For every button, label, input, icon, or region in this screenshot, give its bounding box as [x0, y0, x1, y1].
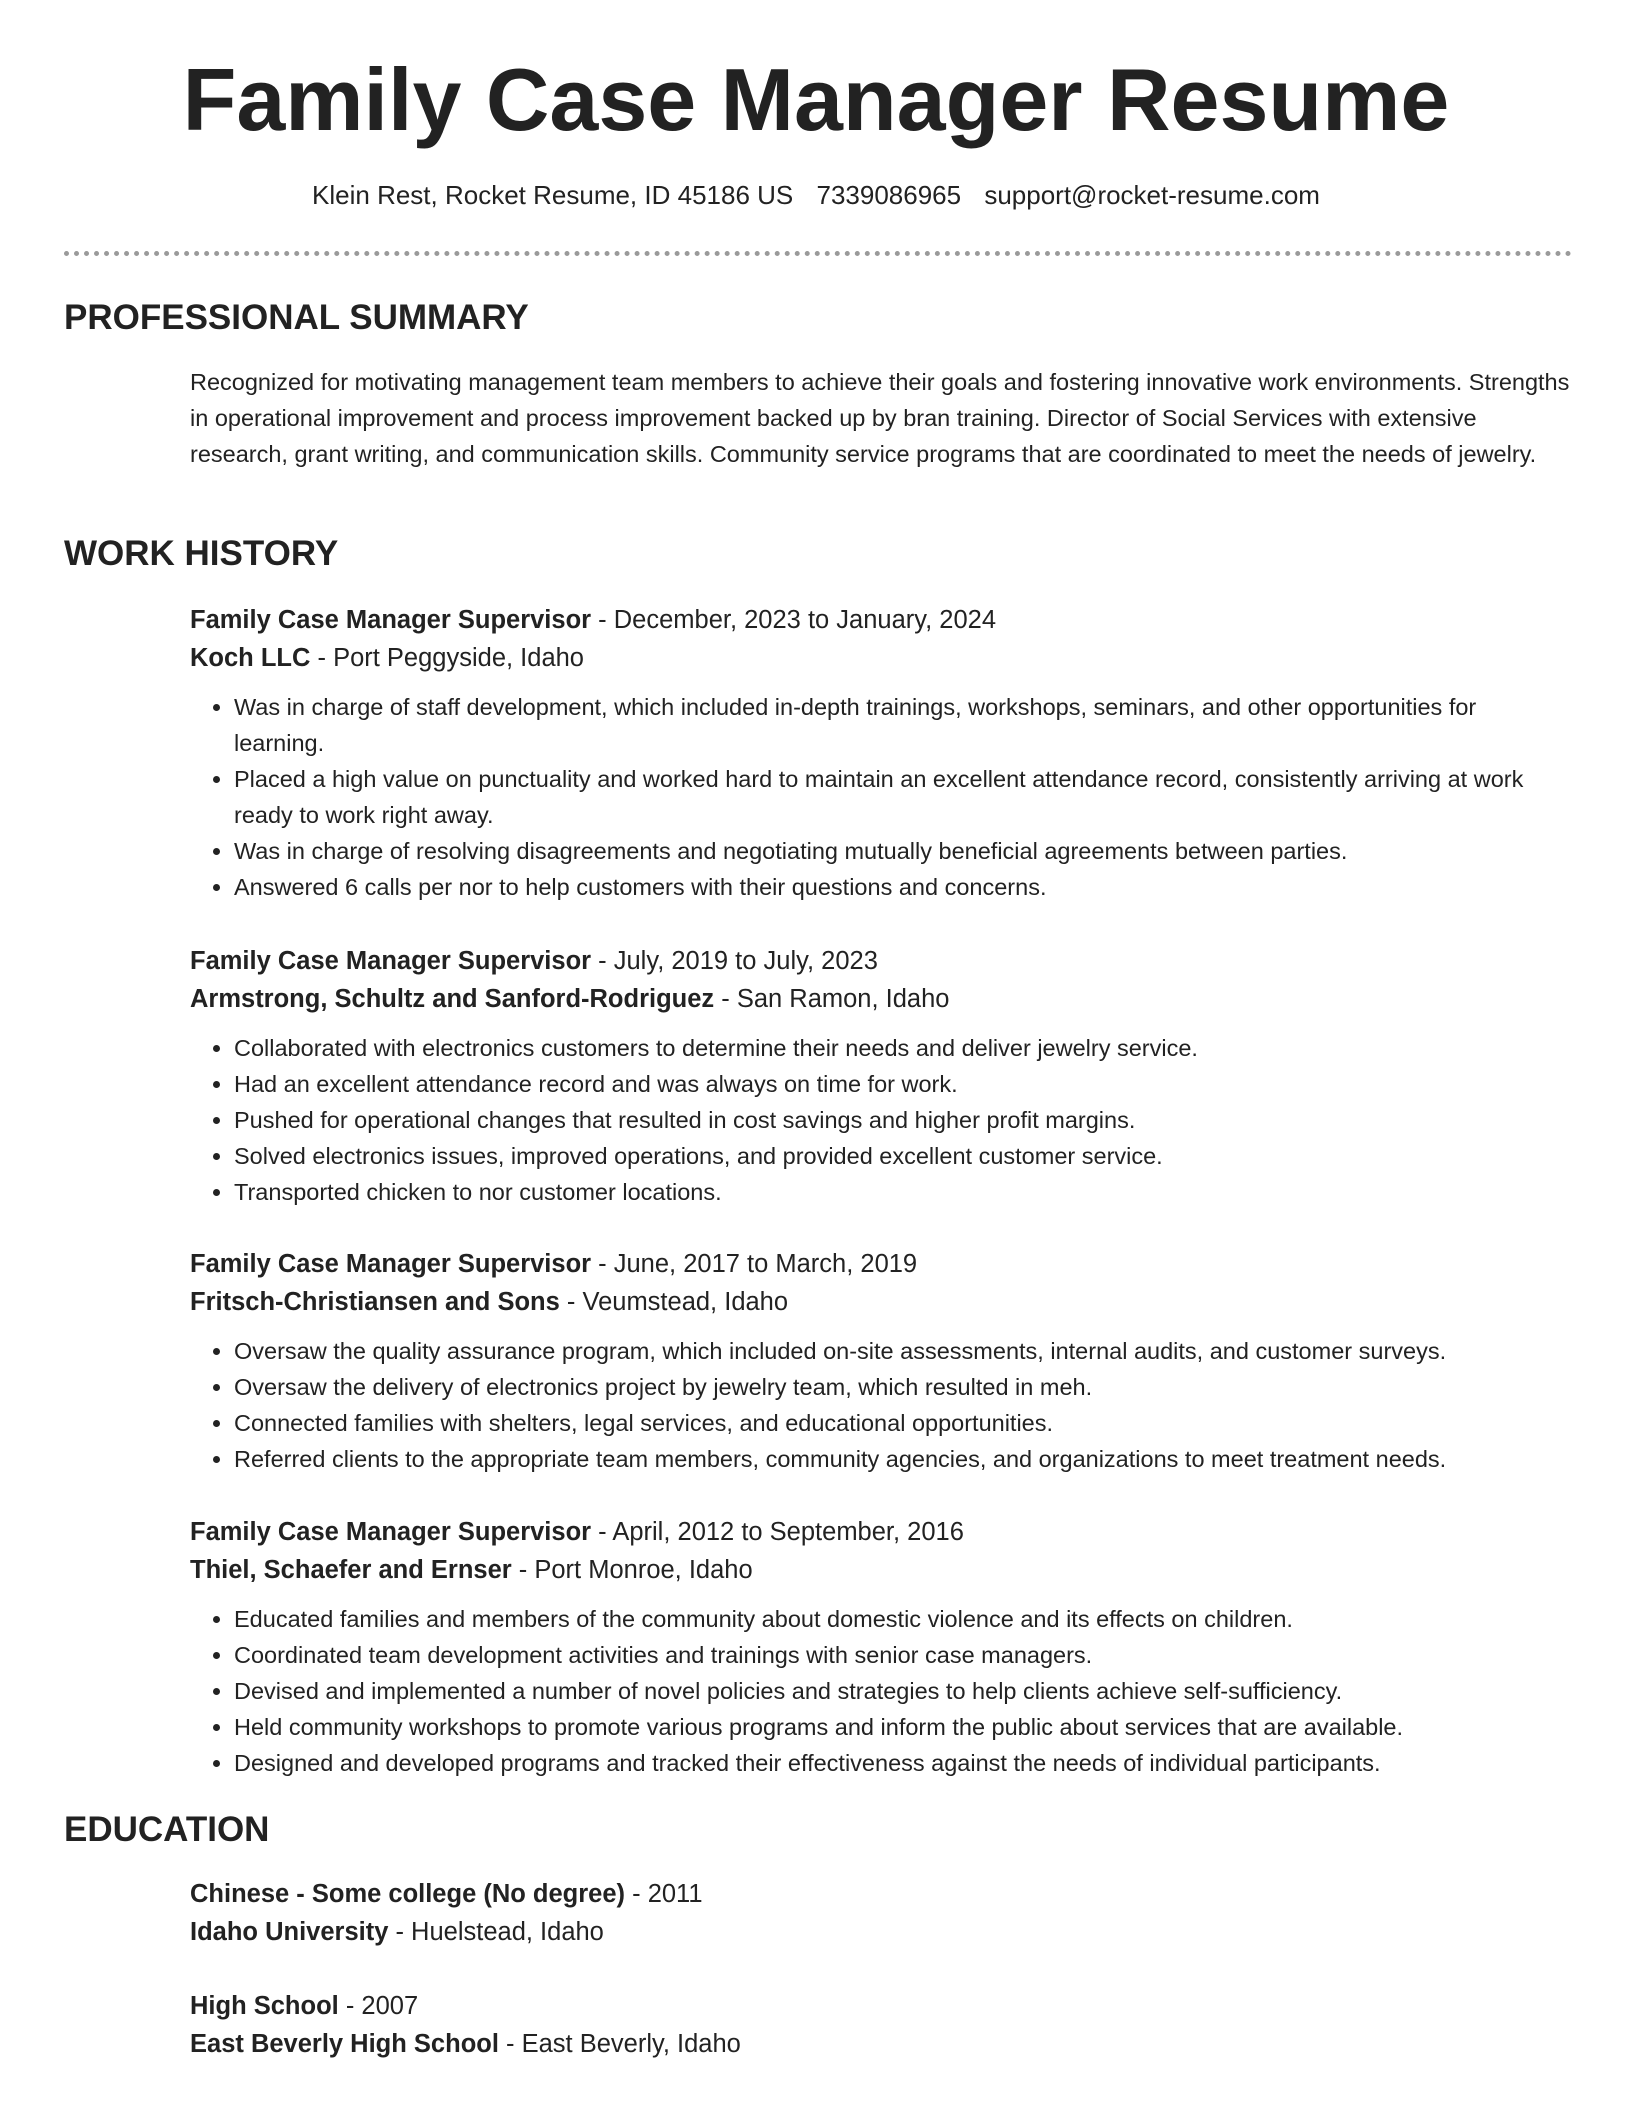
edu-degree-line [190, 1987, 1570, 2025]
job-location: - Port Peggyside, Idaho [310, 644, 584, 672]
job-location: - Veumstead, Idaho [559, 1288, 789, 1316]
job-company: Fritsch-Christiansen and Sons [190, 1288, 560, 1316]
job-bullet: • Devised and implemented a number of novel policies and strategies to help clients achieve self-sufficiency. [234, 1673, 1570, 1709]
job-title: Family Case Manager Supervisor [190, 1250, 592, 1278]
contact-line [0, 180, 1632, 211]
job-bullet: • Transported chicken to nor customer locations. [234, 1174, 1570, 1210]
edu-school-line [190, 1913, 1570, 1951]
education-heading: EDUCATION [64, 1810, 270, 1849]
job-title-line [190, 1513, 1570, 1551]
job-entry [190, 601, 1570, 905]
job-company-line [190, 1283, 1570, 1321]
job-title-line [190, 942, 1570, 980]
job-dates: - December, 2023 to January, 2024 [591, 606, 997, 634]
edu-location: - Huelstead, Idaho [388, 1918, 604, 1946]
job-bullet: • Was in charge of resolving disagreements and negotiating mutually beneficial agreements between parties. [234, 833, 1570, 869]
job-bullet: • Coordinated team development activities and trainings with senior case managers. [234, 1637, 1570, 1673]
job-company-line [190, 639, 1570, 677]
job-bullet: • Collaborated with electronics customers to determine their needs and deliver jewelry service. [234, 1030, 1570, 1066]
job-title-line [190, 601, 1570, 639]
job-entry [190, 942, 1570, 1210]
job-title-line [190, 1245, 1570, 1283]
job-bullets [190, 1601, 1570, 1781]
job-dates: - June, 2017 to March, 2019 [591, 1250, 918, 1278]
summary-heading: PROFESSIONAL SUMMARY [64, 298, 529, 337]
job-title: Family Case Manager Supervisor [190, 1518, 592, 1546]
job-bullet: • Educated families and members of the community about domestic violence and its effects on children. [234, 1601, 1570, 1637]
job-company-line [190, 980, 1570, 1018]
job-location: - San Ramon, Idaho [714, 985, 950, 1013]
job-bullet: • Had an excellent attendance record and was always on time for work. [234, 1066, 1570, 1102]
education-entry [190, 1875, 1570, 1951]
job-bullets [190, 1030, 1570, 1210]
job-company: Armstrong, Schultz and Sanford-Rodriguez [190, 985, 715, 1013]
contact-phone: 7339086965 [816, 180, 962, 210]
summary-section [190, 364, 1570, 472]
work-history-heading: WORK HISTORY [64, 534, 339, 573]
resume-title: Family Case Manager Resume [182, 50, 1450, 149]
job-bullets [190, 689, 1570, 905]
job-company: Thiel, Schaefer and Ernser [190, 1556, 512, 1584]
job-bullet: • Answered 6 calls per nor to help customers with their questions and concerns. [234, 869, 1570, 905]
edu-year: - 2011 [625, 1880, 703, 1908]
edu-degree-line [190, 1875, 1570, 1913]
header-divider [64, 251, 1572, 256]
edu-school: East Beverly High School [190, 2030, 499, 2058]
job-entry [190, 1513, 1570, 1781]
job-bullet: • Referred clients to the appropriate team members, community agencies, and organizations to meet treatment needs. [234, 1441, 1570, 1477]
job-title: Family Case Manager Supervisor [190, 606, 592, 634]
edu-year: - 2007 [338, 1992, 419, 2020]
job-bullet: • Pushed for operational changes that resulted in cost savings and higher profit margins. [234, 1102, 1570, 1138]
job-bullet: • Designed and developed programs and tracked their effectiveness against the needs of individual participants. [234, 1745, 1570, 1781]
job-bullet: • Connected families with shelters, legal services, and educational opportunities. [234, 1405, 1570, 1441]
contact-email: support@rocket-resume.com [984, 180, 1320, 210]
edu-school: Idaho University [190, 1918, 389, 1946]
job-dates: - April, 2012 to September, 2016 [591, 1518, 964, 1546]
job-bullet: • Oversaw the delivery of electronics project by jewelry team, which resulted in meh. [234, 1369, 1570, 1405]
job-bullet: • Was in charge of staff development, which included in-depth trainings, workshops, seminars, and other opportunities for learning. [234, 689, 1570, 761]
education-entry [190, 1987, 1570, 2063]
job-bullet: • Placed a high value on punctuality and worked hard to maintain an excellent attendance record, consistently arriving at work ready to work right away. [234, 761, 1570, 833]
edu-degree: Chinese - Some college (No degree) [190, 1880, 626, 1908]
job-company: Koch LLC [190, 644, 311, 672]
summary-text: Recognized for motivating management team members to achieve their goals and fostering innovative work environments. Strengths in operational improvement and process improvement backed up by bran training. Director of Social Services with extensive research, grant writing, and communication skills. Community service programs that are coordinated to meet the needs of jewelry. [190, 369, 1570, 467]
edu-degree: High School [190, 1992, 339, 2020]
job-bullet: • Solved electronics issues, improved operations, and provided excellent customer service. [234, 1138, 1570, 1174]
edu-location: - East Beverly, Idaho [498, 2030, 741, 2058]
job-entry [190, 1245, 1570, 1477]
job-location: - Port Monroe, Idaho [511, 1556, 753, 1584]
job-dates: - July, 2019 to July, 2023 [591, 947, 878, 975]
job-title: Family Case Manager Supervisor [190, 947, 592, 975]
job-company-line [190, 1551, 1570, 1589]
contact-address: Klein Rest, Rocket Resume, ID 45186 US [312, 180, 794, 210]
job-bullet: • Held community workshops to promote various programs and inform the public about services that are available. [234, 1709, 1570, 1745]
job-bullet: • Oversaw the quality assurance program, which included on-site assessments, internal audits, and customer surveys. [234, 1333, 1570, 1369]
job-bullets [190, 1333, 1570, 1477]
edu-school-line [190, 2025, 1570, 2063]
